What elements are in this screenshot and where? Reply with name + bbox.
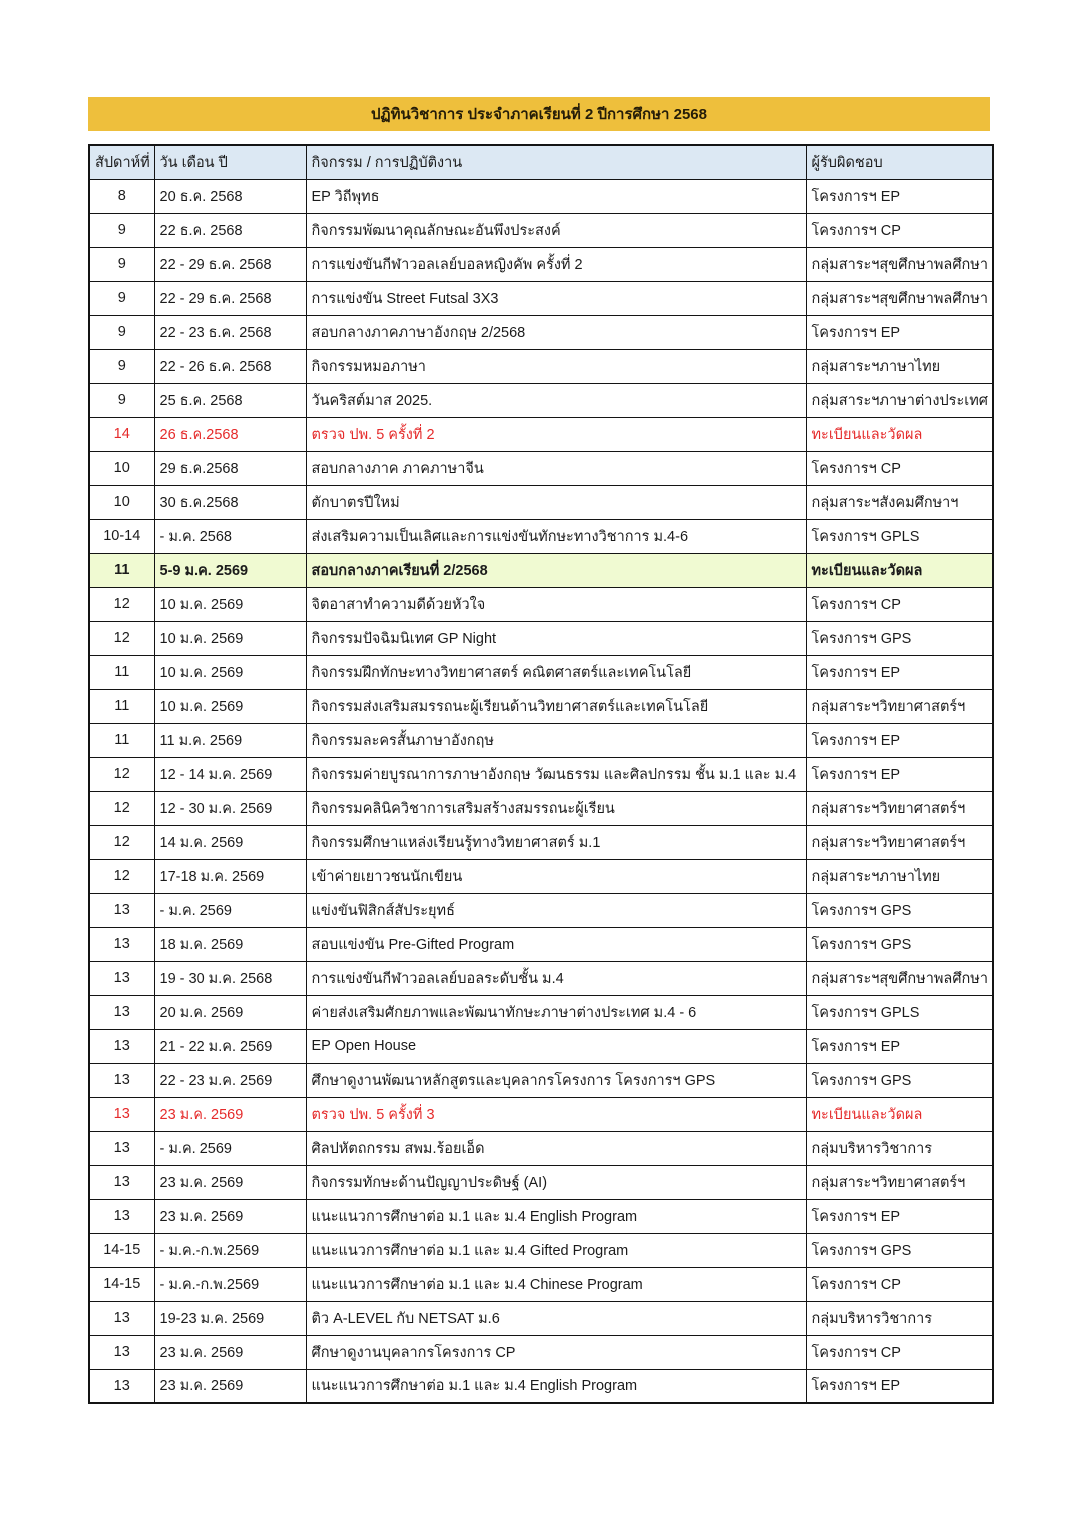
header-week-column: สัปดาห์ที่ (89, 145, 154, 179)
cell-activity: แนะแนวการศึกษาต่อ ม.1 และ ม.4 English Program (306, 1199, 806, 1233)
cell-owner: กลุ่มบริหารวิชาการ (806, 1131, 993, 1165)
cell-owner: โครงการฯ EP (806, 179, 993, 213)
cell-week: 14 (89, 417, 154, 451)
cell-owner: กลุ่มสาระฯสุขศึกษาพลศึกษา (806, 961, 993, 995)
cell-activity: ศึกษาดูงานพัฒนาหลักสูตรและบุคลากรโครงการ โครงการฯ GPS (306, 1063, 806, 1097)
table-row (89, 213, 993, 247)
cell-activity: จิตอาสาทำความดีด้วยหัวใจ (306, 587, 806, 621)
cell-activity: EP วิถีพุทธ (306, 179, 806, 213)
table-row (89, 485, 993, 519)
header-owner-column: ผู้รับผิดชอบ (806, 145, 993, 179)
cell-owner: กลุ่มสาระฯวิทยาศาสตร์ฯ (806, 1165, 993, 1199)
cell-date: 14 ม.ค. 2569 (154, 825, 306, 859)
calendar-table-container (88, 144, 992, 1404)
cell-activity: แนะแนวการศึกษาต่อ ม.1 และ ม.4 English Program (306, 1369, 806, 1403)
cell-week: 13 (89, 1369, 154, 1403)
cell-activity: กิจกรรมคลินิควิชาการเสริมสร้างสมรรถนะผู้เรียน (306, 791, 806, 825)
cell-date: 22 - 29 ธ.ค. 2568 (154, 281, 306, 315)
table-row (89, 791, 993, 825)
cell-activity: ศึกษาดูงานบุคลากรโครงการ CP (306, 1335, 806, 1369)
table-row (89, 349, 993, 383)
cell-week: 12 (89, 757, 154, 791)
cell-owner: โครงการฯ EP (806, 723, 993, 757)
table-row (89, 451, 993, 485)
cell-activity: สอบกลางภาคเรียนที่ 2/2568 (306, 553, 806, 587)
cell-owner: กลุ่มสาระฯภาษาต่างประเทศ (806, 383, 993, 417)
table-row (89, 995, 993, 1029)
cell-activity: แข่งขันฟิสิกส์สัประยุทธ์ (306, 893, 806, 927)
cell-date: 23 ม.ค. 2569 (154, 1097, 306, 1131)
cell-activity: ส่งเสริมความเป็นเลิศและการแข่งขันทักษะทางวิชาการ ม.4-6 (306, 519, 806, 553)
cell-date: 10 ม.ค. 2569 (154, 587, 306, 621)
cell-owner: โครงการฯ CP (806, 1267, 993, 1301)
page-title: ปฏิทินวิชาการ ประจำภาคเรียนที่ 2 ปีการศึกษา 2568 (370, 106, 707, 123)
cell-week: 14-15 (89, 1233, 154, 1267)
cell-week: 12 (89, 825, 154, 859)
cell-owner: กลุ่มสาระฯสุขศึกษาพลศึกษา (806, 281, 993, 315)
cell-week: 13 (89, 1097, 154, 1131)
cell-date: 19 - 30 ม.ค. 2568 (154, 961, 306, 995)
cell-date: 23 ม.ค. 2569 (154, 1369, 306, 1403)
cell-owner: โครงการฯ EP (806, 1199, 993, 1233)
cell-owner: โครงการฯ GPS (806, 621, 993, 655)
table-row (89, 315, 993, 349)
table-row (89, 1097, 993, 1131)
cell-activity: การแข่งขัน Street Futsal 3X3 (306, 281, 806, 315)
table-row (89, 1369, 993, 1403)
cell-week: 11 (89, 553, 154, 587)
cell-date: 10 ม.ค. 2569 (154, 655, 306, 689)
cell-activity: กิจกรรมค่ายบูรณาการภาษาอังกฤษ วัฒนธรรม และศิลปกรรม ชั้น ม.1 และ ม.4 (306, 757, 806, 791)
table-row (89, 689, 993, 723)
cell-activity: กิจกรรมละครสั้นภาษาอังกฤษ (306, 723, 806, 757)
table-row (89, 1267, 993, 1301)
cell-date: 18 ม.ค. 2569 (154, 927, 306, 961)
cell-week: 12 (89, 791, 154, 825)
table-row (89, 553, 993, 587)
cell-activity: กิจกรรมปัจฉิมนิเทศ GP Night (306, 621, 806, 655)
cell-owner: โครงการฯ EP (806, 655, 993, 689)
cell-date: 17-18 ม.ค. 2569 (154, 859, 306, 893)
table-row (89, 825, 993, 859)
cell-owner: กลุ่มสาระฯสุขศึกษาพลศึกษา (806, 247, 993, 281)
cell-owner: โครงการฯ CP (806, 213, 993, 247)
table-row (89, 927, 993, 961)
cell-activity: แนะแนวการศึกษาต่อ ม.1 และ ม.4 Chinese Program (306, 1267, 806, 1301)
cell-owner: โครงการฯ EP (806, 315, 993, 349)
cell-date: 25 ธ.ค. 2568 (154, 383, 306, 417)
cell-owner: กลุ่มสาระฯวิทยาศาสตร์ฯ (806, 825, 993, 859)
cell-owner: กลุ่มสาระฯวิทยาศาสตร์ฯ (806, 791, 993, 825)
cell-date: 22 - 26 ธ.ค. 2568 (154, 349, 306, 383)
cell-date: 12 - 30 ม.ค. 2569 (154, 791, 306, 825)
cell-week: 9 (89, 349, 154, 383)
header-date-column: วัน เดือน ปี (154, 145, 306, 179)
cell-activity: การแข่งขันกีฬาวอลเลย์บอลระดับชั้น ม.4 (306, 961, 806, 995)
cell-week: 12 (89, 587, 154, 621)
cell-date: - ม.ค. 2568 (154, 519, 306, 553)
cell-date: 23 ม.ค. 2569 (154, 1335, 306, 1369)
cell-date: 26 ธ.ค.2568 (154, 417, 306, 451)
cell-week: 10 (89, 451, 154, 485)
cell-date: 22 - 23 ธ.ค. 2568 (154, 315, 306, 349)
cell-owner: โครงการฯ GPLS (806, 519, 993, 553)
cell-activity: กิจกรรมส่งเสริมสมรรถนะผู้เรียนด้านวิทยาศาสตร์และเทคโนโลยี (306, 689, 806, 723)
cell-week: 10-14 (89, 519, 154, 553)
cell-week: 13 (89, 961, 154, 995)
cell-date: 10 ม.ค. 2569 (154, 689, 306, 723)
table-row (89, 655, 993, 689)
cell-week: 9 (89, 213, 154, 247)
cell-week: 13 (89, 1335, 154, 1369)
table-row (89, 723, 993, 757)
cell-date: 23 ม.ค. 2569 (154, 1165, 306, 1199)
cell-owner: โครงการฯ EP (806, 757, 993, 791)
cell-week: 9 (89, 315, 154, 349)
cell-week: 13 (89, 1165, 154, 1199)
cell-owner: กลุ่มสาระฯภาษาไทย (806, 349, 993, 383)
cell-owner: กลุ่มบริหารวิชาการ (806, 1301, 993, 1335)
table-row (89, 859, 993, 893)
cell-week: 14-15 (89, 1267, 154, 1301)
cell-activity: ตักบาตรปีใหม่ (306, 485, 806, 519)
table-row (89, 893, 993, 927)
table-row (89, 587, 993, 621)
cell-date: 10 ม.ค. 2569 (154, 621, 306, 655)
table-body (89, 179, 993, 1403)
cell-week: 9 (89, 383, 154, 417)
cell-activity: ศิลปหัตถกรรม สพม.ร้อยเอ็ด (306, 1131, 806, 1165)
cell-owner: โครงการฯ CP (806, 1335, 993, 1369)
cell-owner: โครงการฯ GPS (806, 893, 993, 927)
cell-owner: กลุ่มสาระฯวิทยาศาสตร์ฯ (806, 689, 993, 723)
cell-activity: วันคริสต์มาส 2025. (306, 383, 806, 417)
table-row (89, 417, 993, 451)
table-row (89, 1029, 993, 1063)
cell-activity: สอบกลางภาคภาษาอังกฤษ 2/2568 (306, 315, 806, 349)
cell-activity: ตรวจ ปพ. 5 ครั้งที่ 3 (306, 1097, 806, 1131)
header-activity-column: กิจกรรม / การปฏิบัติงาน (306, 145, 806, 179)
cell-date: - ม.ค.-ก.พ.2569 (154, 1267, 306, 1301)
cell-date: 22 - 23 ม.ค. 2569 (154, 1063, 306, 1097)
cell-activity: สอบแข่งขัน Pre-Gifted Program (306, 927, 806, 961)
cell-week: 12 (89, 621, 154, 655)
cell-week: 13 (89, 927, 154, 961)
title-banner (88, 97, 990, 131)
cell-week: 11 (89, 723, 154, 757)
cell-week: 9 (89, 247, 154, 281)
table-row (89, 383, 993, 417)
cell-activity: กิจกรรมฝึกทักษะทางวิทยาศาสตร์ คณิตศาสตร์และเทคโนโลยี (306, 655, 806, 689)
table-row (89, 1233, 993, 1267)
cell-date: 21 - 22 ม.ค. 2569 (154, 1029, 306, 1063)
table-row (89, 1063, 993, 1097)
cell-date: 22 - 29 ธ.ค. 2568 (154, 247, 306, 281)
cell-date: 20 ธ.ค. 2568 (154, 179, 306, 213)
cell-week: 13 (89, 1301, 154, 1335)
cell-date: - ม.ค.-ก.พ.2569 (154, 1233, 306, 1267)
cell-activity: กิจกรรมหมอภาษา (306, 349, 806, 383)
cell-owner: ทะเบียนและวัดผล (806, 553, 993, 587)
cell-owner: กลุ่มสาระฯสังคมศึกษาฯ (806, 485, 993, 519)
cell-owner: โครงการฯ CP (806, 587, 993, 621)
header-row (89, 145, 993, 179)
table-row (89, 1199, 993, 1233)
cell-date: 20 ม.ค. 2569 (154, 995, 306, 1029)
cell-week: 13 (89, 893, 154, 927)
calendar-table (88, 144, 994, 1404)
cell-activity: ตรวจ ปพ. 5 ครั้งที่ 2 (306, 417, 806, 451)
cell-week: 12 (89, 859, 154, 893)
cell-week: 11 (89, 655, 154, 689)
cell-activity: EP Open House (306, 1029, 806, 1063)
cell-date: - ม.ค. 2569 (154, 893, 306, 927)
table-row (89, 1131, 993, 1165)
cell-week: 8 (89, 179, 154, 213)
cell-owner: โครงการฯ CP (806, 451, 993, 485)
table-row (89, 757, 993, 791)
table-row (89, 281, 993, 315)
table-row (89, 961, 993, 995)
cell-activity: กิจกรรมศึกษาแหล่งเรียนรู้ทางวิทยาศาสตร์ ม.1 (306, 825, 806, 859)
cell-activity: ค่ายส่งเสริมศักยภาพและพัฒนาทักษะภาษาต่างประเทศ ม.4 - 6 (306, 995, 806, 1029)
cell-owner: โครงการฯ GPLS (806, 995, 993, 1029)
cell-owner: โครงการฯ EP (806, 1369, 993, 1403)
cell-week: 13 (89, 1029, 154, 1063)
cell-activity: แนะแนวการศึกษาต่อ ม.1 และ ม.4 Gifted Program (306, 1233, 806, 1267)
cell-activity: ติว A-LEVEL กับ NETSAT ม.6 (306, 1301, 806, 1335)
cell-date: 30 ธ.ค.2568 (154, 485, 306, 519)
cell-week: 11 (89, 689, 154, 723)
cell-week: 13 (89, 995, 154, 1029)
table-row (89, 1165, 993, 1199)
cell-activity: เข้าค่ายเยาวชนนักเขียน (306, 859, 806, 893)
cell-date: 5-9 ม.ค. 2569 (154, 553, 306, 587)
cell-date: 12 - 14 ม.ค. 2569 (154, 757, 306, 791)
cell-owner: ทะเบียนและวัดผล (806, 1097, 993, 1131)
cell-owner: โครงการฯ EP (806, 1029, 993, 1063)
cell-date: 29 ธ.ค.2568 (154, 451, 306, 485)
cell-date: 23 ม.ค. 2569 (154, 1199, 306, 1233)
cell-date: 19-23 ม.ค. 2569 (154, 1301, 306, 1335)
cell-owner: โครงการฯ GPS (806, 1233, 993, 1267)
table-row (89, 621, 993, 655)
cell-date: 11 ม.ค. 2569 (154, 723, 306, 757)
cell-week: 10 (89, 485, 154, 519)
cell-activity: กิจกรรมทักษะด้านปัญญาประดิษฐ์ (AI) (306, 1165, 806, 1199)
table-row (89, 1335, 993, 1369)
cell-week: 13 (89, 1199, 154, 1233)
cell-activity: การแข่งขันกีฬาวอลเลย์บอลหญิงคัพ ครั้งที่ 2 (306, 247, 806, 281)
cell-activity: กิจกรรมพัฒนาคุณลักษณะอันพึงประสงค์ (306, 213, 806, 247)
cell-date: - ม.ค. 2569 (154, 1131, 306, 1165)
cell-week: 13 (89, 1131, 154, 1165)
cell-week: 9 (89, 281, 154, 315)
cell-owner: โครงการฯ GPS (806, 927, 993, 961)
cell-week: 13 (89, 1063, 154, 1097)
cell-activity: สอบกลางภาค ภาคภาษาจีน (306, 451, 806, 485)
table-header (89, 145, 993, 179)
cell-owner: กลุ่มสาระฯภาษาไทย (806, 859, 993, 893)
cell-date: 22 ธ.ค. 2568 (154, 213, 306, 247)
cell-owner: โครงการฯ GPS (806, 1063, 993, 1097)
table-row (89, 247, 993, 281)
table-row (89, 519, 993, 553)
table-row (89, 179, 993, 213)
cell-owner: ทะเบียนและวัดผล (806, 417, 993, 451)
table-row (89, 1301, 993, 1335)
